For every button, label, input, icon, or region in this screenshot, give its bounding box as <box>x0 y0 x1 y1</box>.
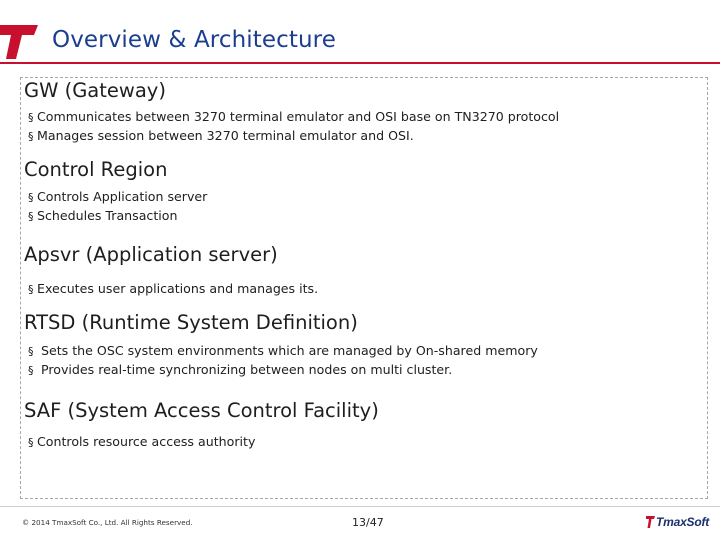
title-divider <box>0 62 720 64</box>
section-heading-gw: GW (Gateway) <box>24 79 166 102</box>
bullet-item: § Controls resource access authority <box>28 434 256 449</box>
bullet-mark: § <box>28 283 34 296</box>
bullet-item: § Sets the OSC system environments which are managed by On-shared memory <box>28 343 538 358</box>
tmaxsoft-logo-icon <box>646 515 655 529</box>
tmax-logo-icon <box>0 22 38 60</box>
copyright-text: © 2014 TmaxSoft Co., Ltd. All Rights Reserved. <box>22 518 193 527</box>
bullet-mark: § <box>28 210 34 223</box>
bullet-item: § Manages session between 3270 terminal emulator and OSI. <box>28 128 414 143</box>
bullet-mark: § <box>28 130 34 143</box>
bullet-item: § Executes user applications and manages its. <box>28 281 319 296</box>
section-heading-rtsd: RTSD (Runtime System Definition) <box>24 311 358 334</box>
section-heading-control-region: Control Region <box>24 158 168 181</box>
bullet-mark: § <box>28 364 34 377</box>
page-number: 13/47 <box>352 516 384 529</box>
bullet-mark: § <box>28 345 34 358</box>
bullet-mark: § <box>28 436 34 449</box>
bullet-item: § Controls Application server <box>28 189 208 204</box>
brand-logo <box>646 513 709 531</box>
footer-divider <box>0 506 720 507</box>
brand-name: TmaxSoft <box>656 515 710 529</box>
bullet-item: § Schedules Transaction <box>28 208 178 223</box>
bullet-item: § Communicates between 3270 terminal emulator and OSI base on TN3270 protocol <box>28 109 560 124</box>
page-title: Overview & Architecture <box>52 27 336 53</box>
bullet-mark: § <box>28 111 34 124</box>
bullet-mark: § <box>28 191 34 204</box>
bullet-item: § Provides real-time synchronizing between nodes on multi cluster. <box>28 362 453 377</box>
section-heading-apsvr: Apsvr (Application server) <box>24 243 278 266</box>
section-heading-saf: SAF (System Access Control Facility) <box>24 399 379 422</box>
